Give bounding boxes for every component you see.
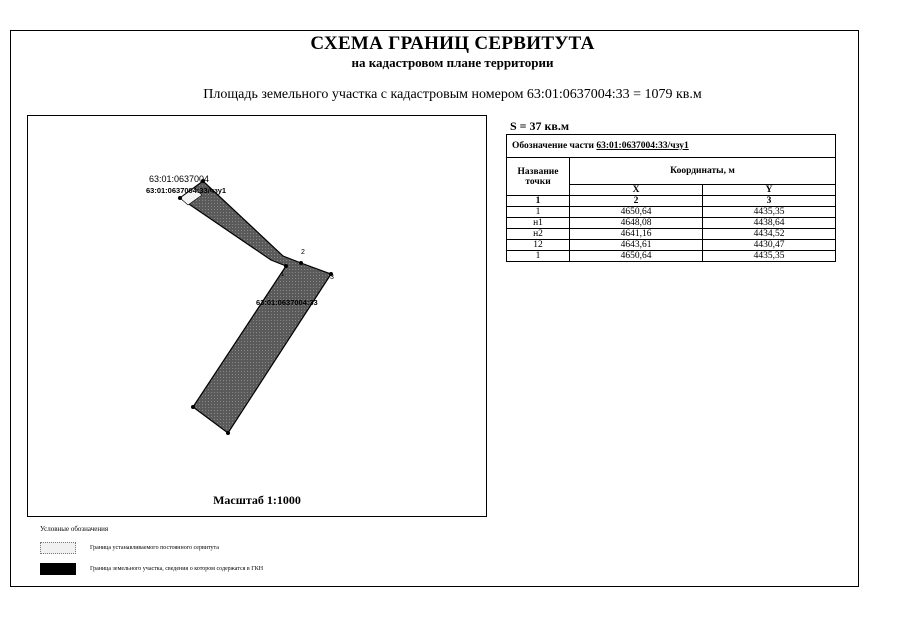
parcel-label: 63:01:0637004:33 [256,298,318,307]
legend-text: Граница устанавливаемого постоянного сервитута [90,545,219,551]
point-label-1: 1 [281,272,285,278]
cell-x: 4641,16 [570,229,703,240]
table-row [507,229,836,240]
table-row [507,218,836,229]
table-header-row [507,158,836,185]
cell-x: 4648,08 [570,218,703,229]
map-drawing [28,116,486,516]
x-header: X [570,185,703,196]
cell-y: 4434,52 [703,229,836,240]
servitude-area: S = 37 кв.м [510,119,570,133]
table-part-row [507,135,836,158]
cell-point: н1 [507,218,570,229]
parcel-swatch [40,563,76,575]
vertex-point [178,196,182,200]
page-subtitle: на кадастровом плане территории [351,55,554,70]
point-label-2: 2 [301,249,305,256]
col-number: 1 [507,196,570,207]
cell-y: 4435,35 [703,207,836,218]
cell-y: 4438,64 [703,218,836,229]
coords-header: Координаты, м [570,158,836,185]
cell-point: н2 [507,229,570,240]
page-title: СХЕМА ГРАНИЦ СЕРВИТУТА [310,33,595,54]
part-designation [507,135,836,158]
point-name-header: Название точки [507,158,570,196]
cell-point: 1 [507,251,570,262]
table-row [507,207,836,218]
coordinates-table [506,134,836,262]
part-prefix: Обозначение части [512,141,597,151]
vertex-point [191,405,195,409]
map-scale: Масштаб 1:1000 [213,493,301,507]
table-row [507,240,836,251]
cell-y: 4430,47 [703,240,836,251]
legend-title: Условные обозначения [40,525,109,533]
vertex-point [284,264,288,268]
parcel-area-line: Площадь земельного участка с кадастровым номером 63:01:0637004:33 = 1079 кв.м [203,87,702,102]
cell-x: 4643,61 [570,240,703,251]
vertex-point [299,261,303,265]
col-number: 3 [703,196,836,207]
part-number: 63:01:0637004:33/чзу1 [596,141,689,151]
cell-point: 1 [507,207,570,218]
cell-point: 12 [507,240,570,251]
table-colnum-row [507,196,836,207]
quarter-label: 63:01:0637004 [149,174,210,184]
parcel-polygon [180,181,331,433]
cell-x: 4650,64 [570,207,703,218]
point-label-3: 3 [330,274,334,281]
vertex-point [226,431,230,435]
legend-text: Граница земельного участка, сведения о котором содержатся в ГКН [90,566,264,572]
col-number: 2 [570,196,703,207]
servitude-swatch [40,542,76,554]
cadastral-map [27,115,487,517]
part-label: 63:01:0637004:33/чзу1 [146,186,227,195]
cell-y: 4435,35 [703,251,836,262]
y-header: Y [703,185,836,196]
table-row [507,251,836,262]
cell-x: 4650,64 [570,251,703,262]
